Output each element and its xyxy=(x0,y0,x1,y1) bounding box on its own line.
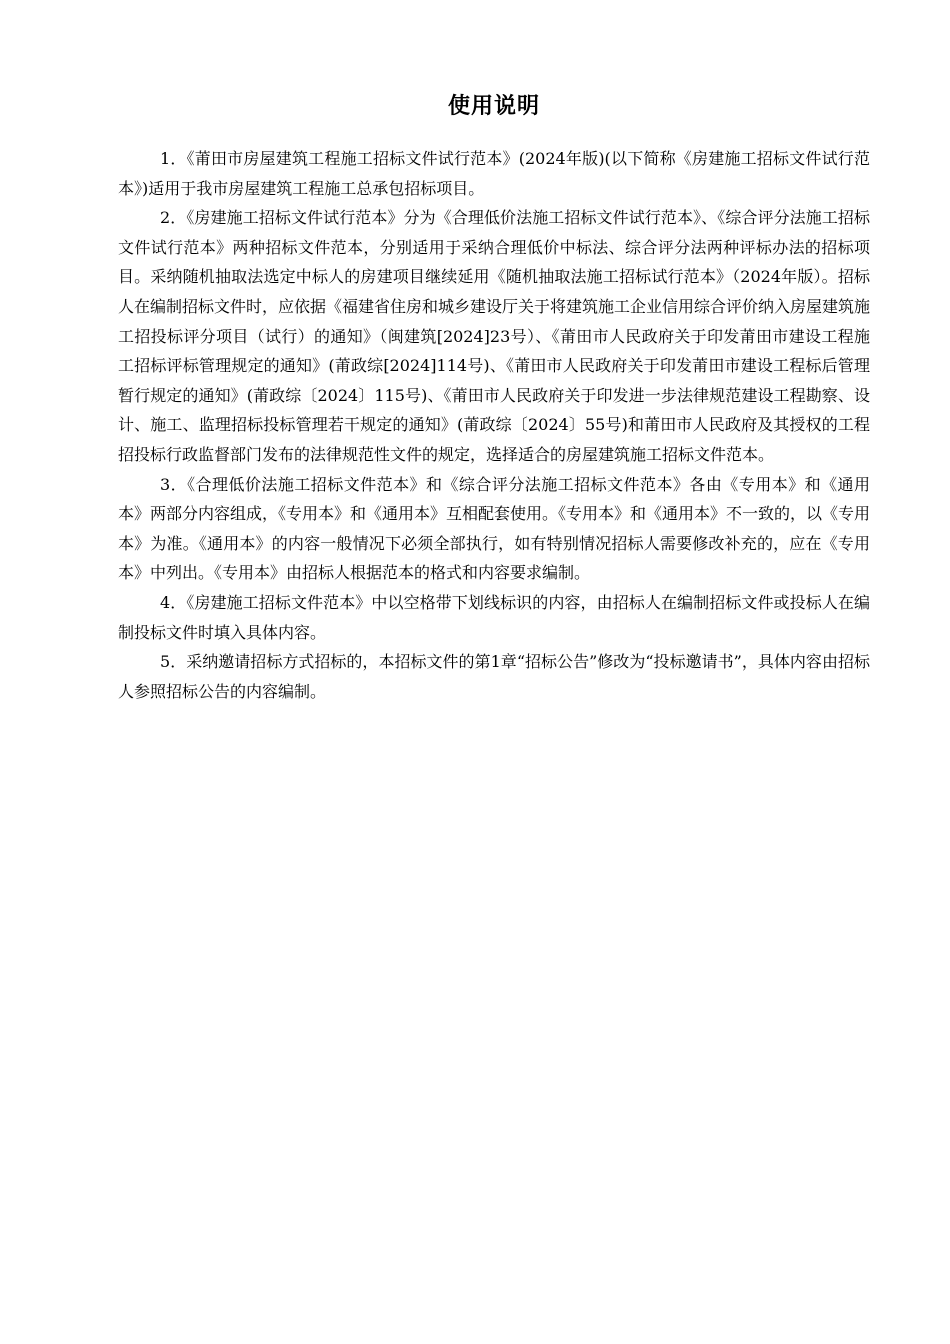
instruction-paragraph-5: 5．采纳邀请招标方式招标的，本招标文件的第1章“招标公告”修改为“投标邀请书”，具体内容由招标人参照招标公告的内容编制。 xyxy=(118,652,870,701)
instruction-paragraph-1: 1．《莆田市房屋建筑工程施工招标文件试行范本》(2024年版)(以下简称《房建施工招标文件试行范本》)适用于我市房屋建筑工程施工总承包招标项目。 xyxy=(118,149,870,198)
instruction-paragraph-4: 4．《房建施工招标文件范本》中以空格带下划线标识的内容，由招标人在编制招标文件或投标人在编制投标文件时填入具体内容。 xyxy=(118,592,870,642)
instruction-paragraph-2: 2．《房建施工招标文件试行范本》分为《合理低价法施工招标文件试行范本》、《综合评分法施工招标文件试行范本》两种招标文件范本，分别适用于采纳合理低价中标法、综合评分法两种评标办法的招标项目。采纳随机抽取法选定中标人的房建项目继续延用《随机抽取法施工招标试行范本》（2024年版）。招标人在编制招标文件时，应依据《福建省住房和城乡建设厅关于将建筑施工企业信用综合评价纳入房屋建筑施工招投标评分项目（试行）的通知》（闽建筑[2024]23号）、《莆田市人民政府关于印发莆田市建设工程施工招标评标管理规定的通知》(莆政综[2024]114号)、《莆田市人民政府关于印发莆田市建设工程标后管理暂行规定的通知》(莆政综〔2024〕115号)、《莆田市人民政府关于印发进一步法律规范建设工程勘察、设计、施工、监理招标投标管理若干规定的通知》(莆政综〔2024〕55号)和莆田市人民政府及其授权的工程招投标行政监督部门发布的法律规范性文件的规定，选择适合的房屋建筑施工招标文件范本。 xyxy=(118,208,871,464)
instruction-paragraph-3: 3．《合理低价法施工招标文件范本》和《综合评分法施工招标文件范本》各由《专用本》和《通用本》两部分内容组成，《专用本》和《通用本》互相配套使用。《专用本》和《通用本》不一致的，以《专用本》为准。《通用本》的内容一般情况下必须全部执行，如有特别情况招标人需要修改补充的，应在《专用本》中列出。《专用本》由招标人根据范本的格式和内容要求编制。 xyxy=(118,474,871,583)
document-page xyxy=(118,0,870,706)
instructions-body xyxy=(118,144,870,706)
page-title: 使用说明 xyxy=(447,94,540,119)
